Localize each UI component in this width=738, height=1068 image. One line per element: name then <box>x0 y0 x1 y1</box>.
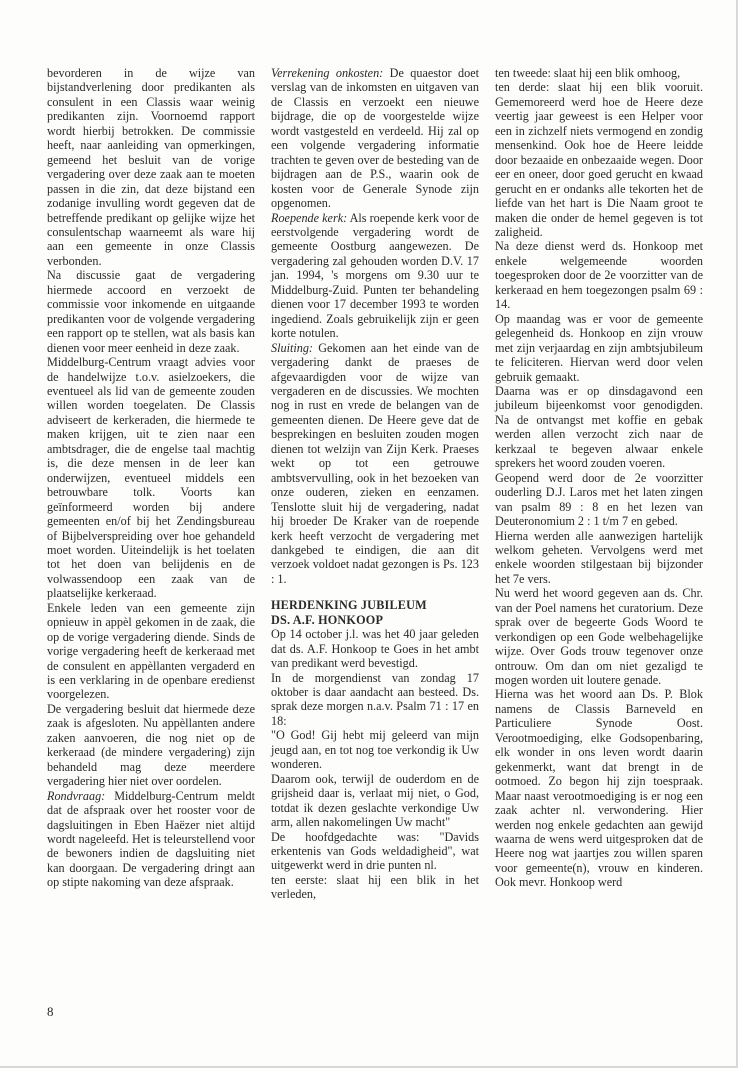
page-number: 8 <box>47 1004 54 1019</box>
paragraph-verrekening: Verrekening onkosten: De quaestor doet verslag van de inkomsten en uitgaven van de Classis en verzoekt een nieuwe bijdrage, die op de voorgestelde wijze wordt vastgesteld en verdeeld. Hij zal op een volgende vergadering informatie trachten te geven over de besteding van de bijdragen aan de P.S., waarin ook de kosten voor de Generale Synode zijn opgenomen. <box>271 66 480 211</box>
text-column-3 <box>495 66 703 890</box>
paragraph: Op 14 october j.l. was het 40 jaar geleden dat ds. A.F. Honkoop te Goes in het ambt van predikant werd bevestigd. <box>271 627 479 671</box>
paragraph: Middelburg-Centrum vraagt advies voor de handelwijze t.o.v. asielzoekers, die eventueel als lid van de gemeente zouden willen worden toegelaten. De Classis adviseert de kerkeraden, die hiermede te maken krijgen, uit te zien naar een ambtsdrager, die de engelse taal machtig is, die deze mensen in de leer kan onderwijzen, eventueel middels een betrouwbare tolk. Voorts kan geïnformeerd worden bij andere gemeenten en/of bij het Zendingsbureau of Bijbelverspreiding over hoe gehandeld moet worden. Uiteindelijk is het toelaten tot het doen van belijdenis en de volwassendoop een zaak van de plaatselijke kerkeraad. <box>47 355 255 601</box>
paragraph: Nu werd het woord gegeven aan ds. Chr. van der Poel namens het curatorium. Deze sprak over de begeerte Gods Woord te verkondigen op een Gode welbehagelijke wijze. Over Gods trouw tegenover onze ontrouw. Om dan om niet gezaligd te mogen worden uit loutere genade. <box>495 586 703 688</box>
paragraph-label: Roepende kerk: <box>271 210 348 225</box>
paragraph: Hierna werden alle aanwezigen hartelijk welkom geheten. Vervolgens werd met enkele woorden stilgestaan bij bijzonder het 7e vers. <box>495 528 703 586</box>
paragraph-quote: Daarom ook, terwijl de ouderdom en de grijsheid daar is, verlaat mij niet, o God, totdat ik dezen geslachte verkondige Uw arm, allen nakomelingen Uw macht" <box>271 771 479 830</box>
paragraph-rondvraag: Rondvraag: Middelburg-Centrum meldt dat de afspraak over het rooster voor de dagsluitingen in Eben Haëzer niet altijd wordt nageleefd. Het is teleurstellend voor de bewoners indien de dagsluiting niet kan doorgaan. De vergadering dringt aan op stipte nakoming van deze afspraak. <box>47 788 255 890</box>
paragraph: ten derde: slaat hij een blik vooruit. Gememoreerd werd hoe de Heere deze veertig jaar geweest is een Helper voor een in zichzelf niets vermogend en zondig mensenkind. Ook hoe de Heere leidde door bezaaide en onbezaaide wegen. Door eer en oneer, door goed gerucht en kwaad gerucht en er ondanks alle tekorten het de liefde van het hart is Die Naam groot te maken die onder de hemel gegeven is tot zaligheid. <box>495 80 703 239</box>
paragraph: ten eerste: slaat hij een blik in het verleden, <box>271 872 479 902</box>
paragraph: De vergadering besluit dat hiermede deze zaak is afgesloten. Nu appèllanten andere zaken aanvoeren, die nog niet op de kerkeraad (de mindere vergadering) zijn behandeld mag deze meerdere vergadering hier niet over oordelen. <box>47 701 255 789</box>
section-heading: HERDENKING JUBILEUM DS. A.F. HONKOOP <box>271 598 427 627</box>
text-column-2 <box>271 66 479 902</box>
paragraph-label: Rondvraag: <box>47 788 106 803</box>
paragraph-label: Sluiting: <box>271 340 313 355</box>
section-gap <box>271 586 479 598</box>
paragraph: De hoofdgedachte was: "Davids erkentenis van Gods weldadigheid", wat uitgewerkt werd in drie punten nl. <box>271 829 479 873</box>
paragraph: Geopend werd door de 2e voorzitter ouderling D.J. Laros met het laten zingen van psalm 89 : 8 en het lezen van Deuteronomium 2 : 1 t/m 7 en gebed. <box>495 470 703 529</box>
paragraph: Hierna was het woord aan Ds. P. Blok namens de Classis Barneveld en Particuliere Synode Oost. Verootmoediging, elke Godsopenbaring, elk wonder in ons leven wordt daarin gekenmerkt, want dat brengt in de ootmoed. Zo begon hij zijn toespraak. Maar naast verootmoediging is er nog een zaak achter nl. verwondering. Hier werden nog enkele gedachten aan gewijd waarna de wens werd uitgesproken dat de Heere nog wat jaartjes zou willen sparen voor gemeente(n), vrouw en kinderen. Ook mevr. Honkoop werd <box>495 687 703 890</box>
text-column-1 <box>47 66 255 890</box>
paragraph: Enkele leden van een gemeente zijn opnieuw in appèl gekomen in de zaak, die op de vorige vergadering diende. Sinds de vorige vergadering heeft de kerkeraad met de consulent en appèllanten vergaderd en is een verklaring in de openbare eredienst voorgelezen. <box>47 600 255 702</box>
paragraph-sluiting: Sluiting: Gekomen aan het einde van de vergadering dankt de praeses de afgevaardigden voor de wijze van vergaderen en de discussies. We mochten nog in rust en vrede de belangen van de gemeenten dienen. De Heere geve dat de besprekingen en besluiten zouden mogen dienen tot welzijn van Zijn Kerk. Praeses wekt op tot een getrouwe ambtsvervulling, ook in het bezoeken van onze ouderen, zieken en eenzamen. Tenslotte sluit hij de vergadering, nadat hij broeder De Kraker van de roepende kerk heeft verzocht de vergadering met dankgebed te eindigen, die aan dit verzoek voldoet nadat gezongen is Ps. 123 : 1. <box>271 340 479 586</box>
paragraph: In de morgendienst van zondag 17 oktober is daar aandacht aan besteed. Ds. sprak deze morgen n.a.v. Psalm 71 : 17 en 18: <box>271 670 479 728</box>
paragraph: bevorderen in de wijze van bijstandverlening door predikanten als consulent in een Classis waar weinig predikanten zijn. Voornoemd rapport wordt hierbij betrokken. De commissie heeft, naar aanleiding van opmerkingen, gemeend het besluit van de vorige vergadering over deze zaak aan te moeten passen in die zin, dat deze bijstand een zodanige invulling wordt gegeven dat de betreffende predikant op gelijke wijze het consulentschap waarneemt als ware hij aan een gemeente in onze Classis verbonden. <box>47 66 255 268</box>
paragraph-label: Verrekening onkosten: <box>271 66 384 80</box>
paragraph-roepende-kerk: Roepende kerk: Als roepende kerk voor de eerstvolgende vergadering wordt de gemeente Oostburg aangewezen. De vergadering zal gehouden worden D.V. 17 jan. 1994, 's morgens om 9.30 uur te Middelburg-Zuid. Punten ter behandeling dienen voor 17 december 1993 te worden ingediend. Zoals gebruikelijk zijn er geen korte notulen. <box>271 210 480 341</box>
paragraph: ten tweede: slaat hij een blik omhoog, <box>495 66 681 80</box>
paragraph: Op maandag was er voor de gemeente gelegenheid ds. Honkoop en zijn vrouw met zijn verjaardag en zijn ambtsjubileum te feliciteren. Hiervan werd door velen gebruik gemaakt. <box>495 311 703 384</box>
paragraph: Na deze dienst werd ds. Honkoop met enkele welgemeende woorden toegesproken door de 2e voorzitter van de kerkeraad en hem toegezongen psalm 69 : 14. <box>495 239 703 312</box>
paragraph: Daarna was er op dinsdagavond een jubileum bijeenkomst voor genodigden. Na de ontvangst met koffie en gebak werden allen verzocht zich naar de kerkzaal te begeven alwaar enkele sprekers het woord zouden voeren. <box>495 383 703 471</box>
paragraph-quote: "O God! Gij hebt mij geleerd van mijn jeugd aan, en tot nog toe verkondig ik Uw wonderen. <box>271 728 479 772</box>
paragraph: Na discussie gaat de vergadering hiermede accoord en verzoekt de commissie voor inkomende en uitgaande predikanten voor de volgende vergadering een rapport op te stellen, wat als basis kan dienen voor meer eenheid in deze zaak. <box>47 268 255 355</box>
